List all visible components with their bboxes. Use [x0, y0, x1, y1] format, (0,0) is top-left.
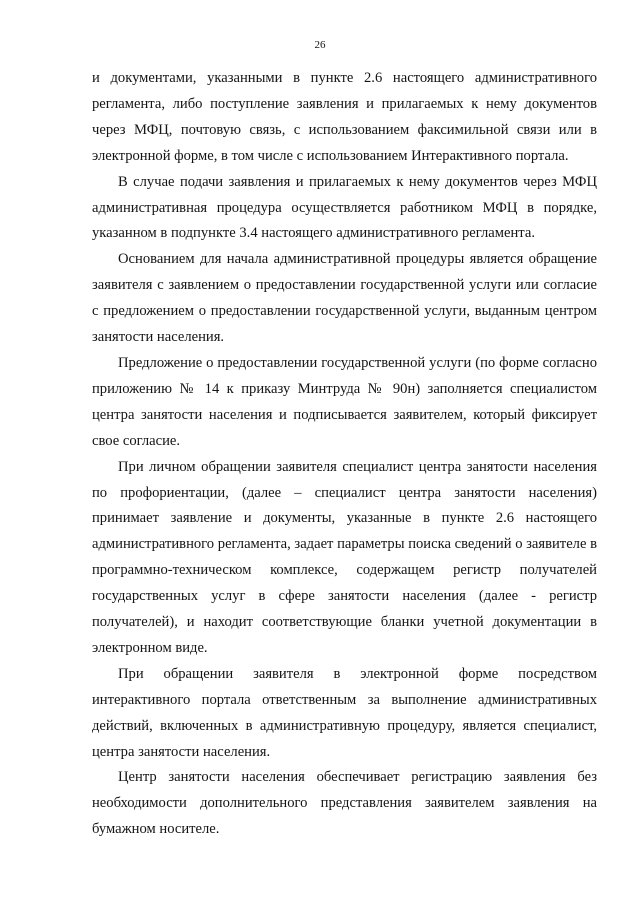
paragraph: и документами, указанными в пункте 2.6 настоящего административного регламента, либо поступление заявления и прилагаемых к нему документов через МФЦ, почтовую связь, с использованием факсимильной связи или в электронной форме, в том числе с использованием Интерактивного портала.	[92, 70, 597, 164]
paragraph: В случае подачи заявления и прилагаемых к нему документов через МФЦ административная процедура осуществляется работником МФЦ в порядке, указанном в подпункте 3.4 настоящего административного регламента.	[92, 173, 597, 242]
paragraph: При личном обращении заявителя специалист центра занятости населения по профориентации, (далее – специалист центра занятости населения) принимает заявление и документы, указанные в пункте 2.6 настоящего административного регламента, задает параметры поиска сведений о заявителе в программно-техническом комплексе, содержащем регистр получателей государственных услуг в сфере занятости населения (далее - регистр получателей), и находит соответствующие бланки учетной документации в электронном виде.	[92, 458, 597, 656]
paragraph: При обращении заявителя в электронной форме посредством интерактивного портала ответственным за выполнение административных действий, включенных в административную процедуру, является специалист, центра занятости населения.	[92, 665, 597, 760]
paragraph: Предложение о предоставлении государственной услуги (по форме согласно приложению № 14 к приказу Минтруда № 90н) заполняется специалистом центра занятости населения и подписывается заявителем, который фиксирует свое согласие.	[92, 354, 597, 449]
paragraph: Основанием для начала административной процедуры является обращение заявителя с заявлением о предоставлении государственной услуги или согласие с предложением о предоставлении государственной услуги, выданным центром занятости населения.	[92, 251, 597, 346]
document-body	[92, 66, 597, 843]
page-number: 26	[314, 39, 326, 51]
paragraph: Центр занятости населения обеспечивает регистрацию заявления без необходимости дополнительного представления заявителем заявления на бумажном носителе.	[92, 769, 597, 838]
